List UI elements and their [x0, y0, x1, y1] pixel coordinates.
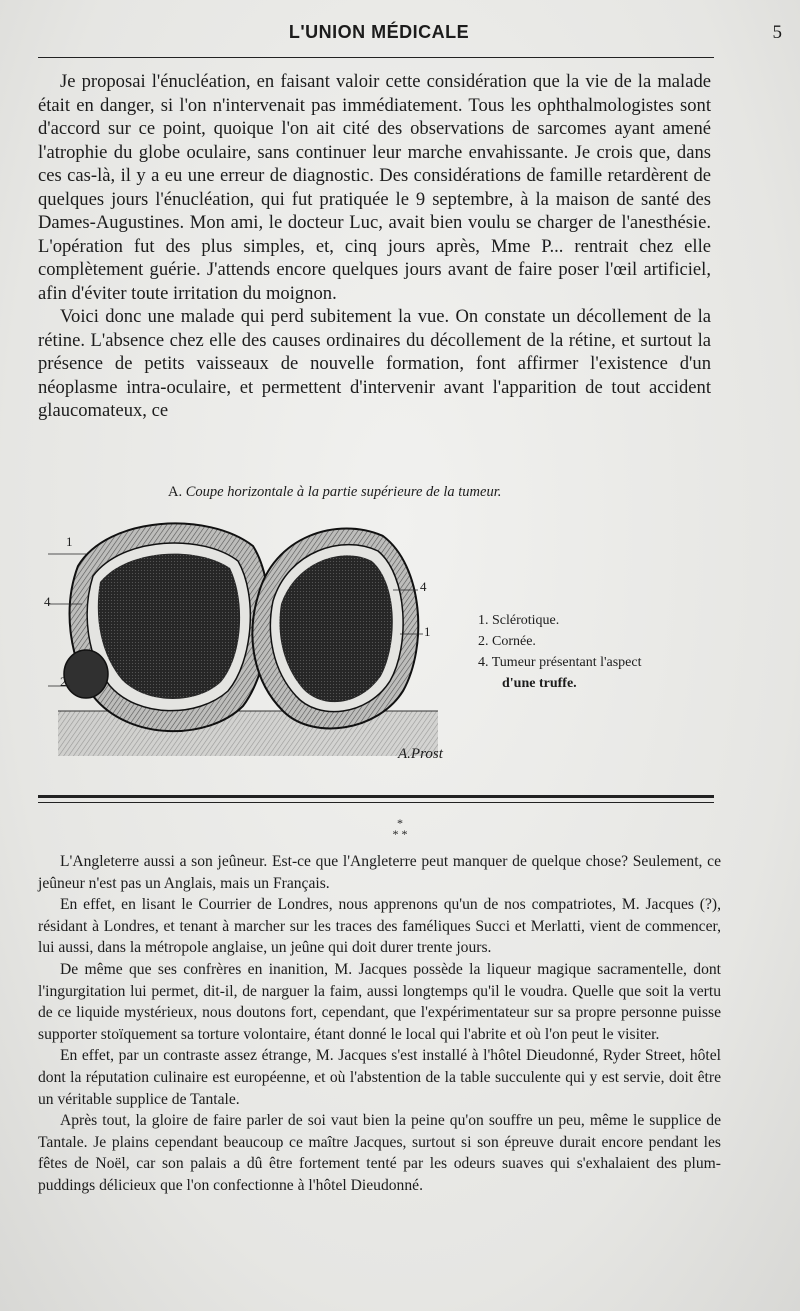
article-paragraph: Voici donc une malade qui perd subitement la vue. On constate un décollement de la rétine. L'absence chez elle des causes ordinaires du décollement de la rétine, et surtout la présence de petits vaisseaux de nouvelle formation, font affirmer l'existence d'un néoplasme intra-oculaire, et permettent d'intervenir avant l'apparition de tout accident glaucomateux, ce [38, 306, 711, 421]
callout-label: 4 [420, 579, 427, 594]
running-title: L'UNION MÉDICALE [288, 22, 470, 42]
figure-legend [478, 610, 718, 694]
asterism-bottom: * * [392, 827, 408, 841]
article-paragraph: Je proposai l'énucléation, en faisant valoir cette considération que la vie de la malade était en danger, si l'on n'intervenait pas immédiatement. Tous les ophthalmologistes sont d'accord sur ce point, quoique l'on ait cité des observations de sarcomes ayant amené l'atrophie du globe oculaire, sans continuer leur marche envahissante. Je crois que, dans ces cas-là, il y a eu une erreur de diagnostic. Des considérations de famille retardèrent de quelques jours l'énucléation, qui fut pratiquée le 9 septembre, à la maison de santé des Dames-Augustines. Mon ami, le docteur Luc, avait bien voulu se charger de l'anesthésie. L'opération fut des plus simples, et, cinq jours après, Mme P... rentrait chez elle complètement guérie. J'attends encore quelques jours avant de faire poser l'œil artificiel, afin d'éviter toute irritation du moignon. [38, 71, 711, 304]
column-paragraph: L'Angleterre aussi a son jeûneur. Est-ce que l'Angleterre peut manquer de quelque chose? Seulement, ce jeûneur n'est pas un Anglais, mais un Français. [38, 853, 721, 892]
asterism [0, 818, 800, 840]
figure-caption-text: Coupe horizontale à la partie supérieure de la tumeur. [185, 484, 502, 500]
legend-text: Cornée. [492, 634, 536, 649]
ground-hatching [58, 711, 438, 756]
callout-label: 1 [66, 534, 73, 549]
column-paragraph: En effet, par un contraste assez étrange, M. Jacques s'est installé à l'hôtel Dieudonné, Ryder Street, hôtel dont la réputation culinaire est européenne, et où l'abstention de la table succulente qui y est servie, doit être un véritable supplice de Tantale. [38, 1047, 721, 1108]
eye-section-illustration [38, 506, 458, 776]
legend-number: 2. [478, 634, 489, 649]
callout-label: 1 [424, 624, 431, 639]
header-rule [38, 57, 714, 58]
legend-item [478, 610, 718, 631]
engraver-signature: A.Prost [398, 746, 443, 762]
asterism-top: * [397, 816, 403, 830]
figure-caption [168, 484, 501, 501]
section-rule [38, 795, 714, 798]
legend-number: 4. [478, 655, 489, 670]
legend-text: Sclérotique. [492, 613, 560, 628]
right-eye-section [252, 529, 418, 729]
legend-number: 1. [478, 613, 489, 628]
legend-item [478, 631, 718, 652]
figure-letter: A. [168, 484, 183, 500]
column-text [38, 851, 721, 1197]
section-rule [38, 802, 714, 803]
legend-text: Tumeur présentant l'aspect [491, 655, 642, 670]
figure [38, 476, 738, 776]
callout-label: 2 [60, 674, 67, 689]
column-paragraph: En effet, en lisant le Courrier de Londres, nous apprenons qu'un de nos compatriotes, M. Jacques (?), résidant à Londres, et tenant à marcher sur les traces des faméliques Succi et Merlatti, vient de commencer, lui aussi, dans la métropole anglaise, un jeûne qui doit durer trente jours. [38, 896, 721, 957]
page-number: 5 [772, 22, 782, 43]
page-header [38, 22, 782, 54]
left-eye-section [64, 523, 269, 731]
article-text [38, 70, 711, 423]
column-paragraph: De même que ses confrères en inanition, M. Jacques possède la liqueur magique sacramentelle, dont l'ingurgitation lui permet, dit-il, de narguer la faim, aussi longtemps qu'il le voudra. Quelle que soit la vertu de ce liquide mystérieux, nous doutons fort, cependant, que l'expérimentateur sur sa propre personne puisse supporter stoïquement sa torture volontaire, étant donné le local qui l'abrite et où l'on peut le visiter. [38, 960, 721, 1043]
legend-continuation: d'une truffe. [502, 676, 577, 691]
column-paragraph: Après tout, la gloire de faire parler de soi vaut bien la peine qu'on souffre un peu, même le supplice de Tantale. Je plains cependant beaucoup ce maître Jacques, surtout si son épreuve durait encore pendant les fêtes de Noël, car son palais a dû être fortement tenté par les odeurs suaves qui s'exhalaient des plum-puddings délicieux que l'on confectionne à l'hôtel Dieudonné. [38, 1112, 721, 1194]
callout-label: 4 [44, 594, 51, 609]
legend-item [478, 652, 718, 673]
